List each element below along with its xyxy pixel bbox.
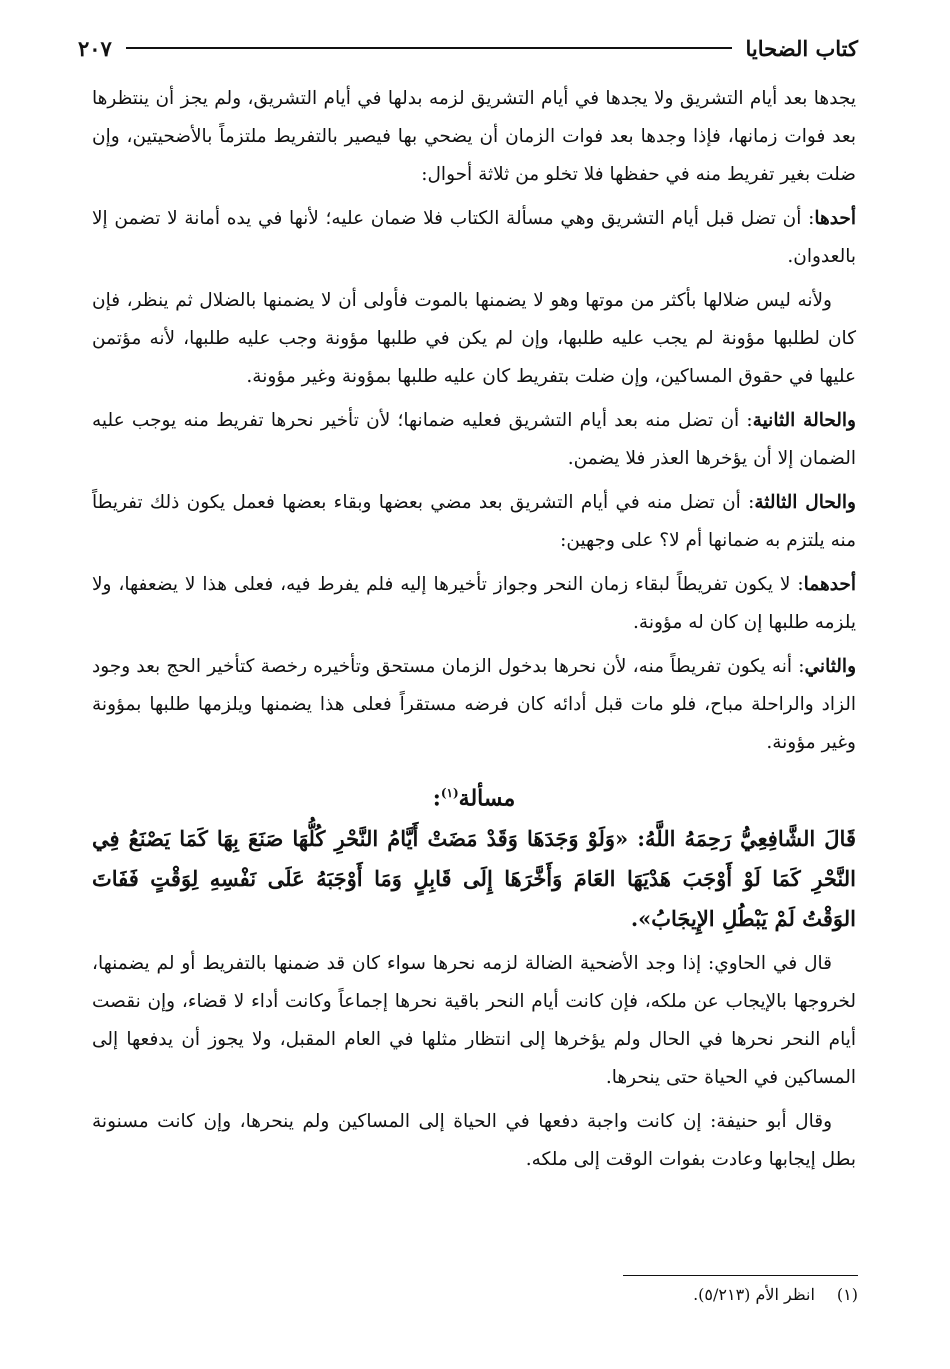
- book-title: كتاب الضحايا: [745, 35, 858, 61]
- page-number: ٢٠٧: [78, 35, 112, 61]
- paragraph-4: [92, 402, 856, 478]
- paragraph-4-text: : أن تضل منه بعد أيام التشريق فعليه ضمانها؛ لأن تأخير نحرها تفريط منه يوجب عليه الضمان إلا أن يؤخرها العذر فلا يضمن.: [92, 410, 856, 469]
- shafii-quote: قَالَ الشَّافِعِيُّ رَحِمَهُ اللَّهُ: «وَلَوْ وَجَدَهَا وَقَدْ مَضَتْ أَيَّامُ النَّحْرِ كُلُّهَا صَنَعَ بِهَا كَمَا يَصْنَعُ فِي النَّحْرِ كَمَا لَوْ أَوْجَبَ هَدْيَهَا العَامَ وَأَخَّرَهَا إِلَى قَابِلٍ وَمَا أَوْجَبَهُ عَلَى نَفْسِهِ لِوَقْتٍ فَفَاتَ الوَقْتُ لَمْ يَبْطُلِ الإِيجَابُ».: [92, 826, 856, 932]
- paragraph-7-lead: والثاني: [804, 656, 856, 677]
- paragraph-5-lead: والحال الثالثة: [754, 492, 856, 513]
- paragraph-6: [92, 566, 856, 642]
- paragraph-7-text: : أنه يكون تفريطاً منه، لأن نحرها بدخول الزمان مستحق وتأخيره رخصة كتأخير الحج بعد وجود الزاد والراحلة مباح، فلو مات قبل أدائه كان فرضه مستقراً فعلى هذا يضمنها ويلزمها طلبها بمؤونة وغير مؤونة.: [92, 656, 856, 753]
- paragraph-6-lead: أحدهما: [803, 574, 856, 595]
- masala-footnote-marker: (١): [440, 786, 459, 800]
- footnote-number: (١): [836, 1285, 858, 1304]
- paragraph-4-lead: والحالة الثانية: [752, 410, 856, 431]
- paragraph-7: [92, 648, 856, 762]
- footnote-text: انظر الأم (٥/٢١٣).: [693, 1285, 815, 1304]
- paragraph-2: [92, 200, 856, 276]
- masala-title: مسألة: [458, 785, 516, 812]
- paragraph-1: يجدها بعد أيام التشريق ولا يجدها في أيام التشريق لزمه بدلها في أيام التشريق، ولم يجز أن ينتظرها بعد فوات زمانها، فإذا وجدها بعد فوات الزمان أن يضحي بها فيصير بالتفريط ملتزماً بالأضحيتين، وإن ضلت بغير تفريط منه في حفظها فلا تخلو من ثلاثة أحوال:: [92, 88, 856, 185]
- paragraph-8: قال في الحاوي: إذا وجد الأضحية الضالة لزمه نحرها سواء كان قد ضمنها بالتفريط أو لم يضمنها، لخروجها بالإيجاب عن ملكه، فإن كانت أيام النحر باقية نحرها إجماعاً وكانت أداء لا قضاء، وإن نقصت أيام النحر نحرها في الحال ولم يؤخرها إلى انتظار مثلها في العام المقبل، ولا يجوز أن يدفعها إلى المساكين في الحياة حتى ينحرها.: [92, 953, 856, 1089]
- masala-colon: :: [432, 785, 441, 812]
- paragraph-9: وقال أبو حنيفة: إن كانت واجبة دفعها في الحياة إلى المساكين ولم ينحرها، وإن كانت مسنونة بطل إيجابها وعادت بفوات الوقت إلى ملكه.: [92, 1111, 856, 1171]
- paragraph-2-lead: أحدها: [814, 208, 856, 229]
- paragraph-2-text: : أن تضل قبل أيام التشريق وهي مسألة الكتاب فلا ضمان عليه؛ لأنها في يده أمانة لا تضمن إلا بالعدوان.: [92, 208, 856, 267]
- footnote: [92, 1282, 858, 1308]
- paragraph-6-text: : لا يكون تفريطاً لبقاء زمان النحر وجواز تأخيرها إليه فلم يفرط فيه، فعلى هذا لا يضعفها، ولا يلزمه طلبها إن كان له مؤونة.: [92, 574, 856, 633]
- header-rule: [126, 47, 732, 49]
- page-header: [78, 28, 858, 68]
- paragraph-3: ولأنه ليس ضلالها بأكثر من موتها وهو لا يضمنها بالموت فأولى أن لا يضمنها بالضلال ثم ينظر، فإن كان لطلبها مؤونة لم يجب عليه طلبها، وإن لم يكن في طلبها مؤونة وجب عليه طلبها، لأنه مؤتمن عليها في حقوق المساكين، وإن ضلت بتفريط كان عليه طلبها بمؤونة وغير مؤونة.: [92, 290, 856, 387]
- page-body: [92, 80, 856, 1185]
- masala-heading: [92, 774, 856, 817]
- paragraph-5-text: : أن تضل منه في أيام التشريق بعد مضي بعضها وبقاء بعضها فعمل يكون ذلك تفريطاً منه يلتزم به ضمانها أم لا؟ على وجهين:: [92, 492, 856, 551]
- footnote-separator: [623, 1275, 858, 1276]
- paragraph-5: [92, 484, 856, 560]
